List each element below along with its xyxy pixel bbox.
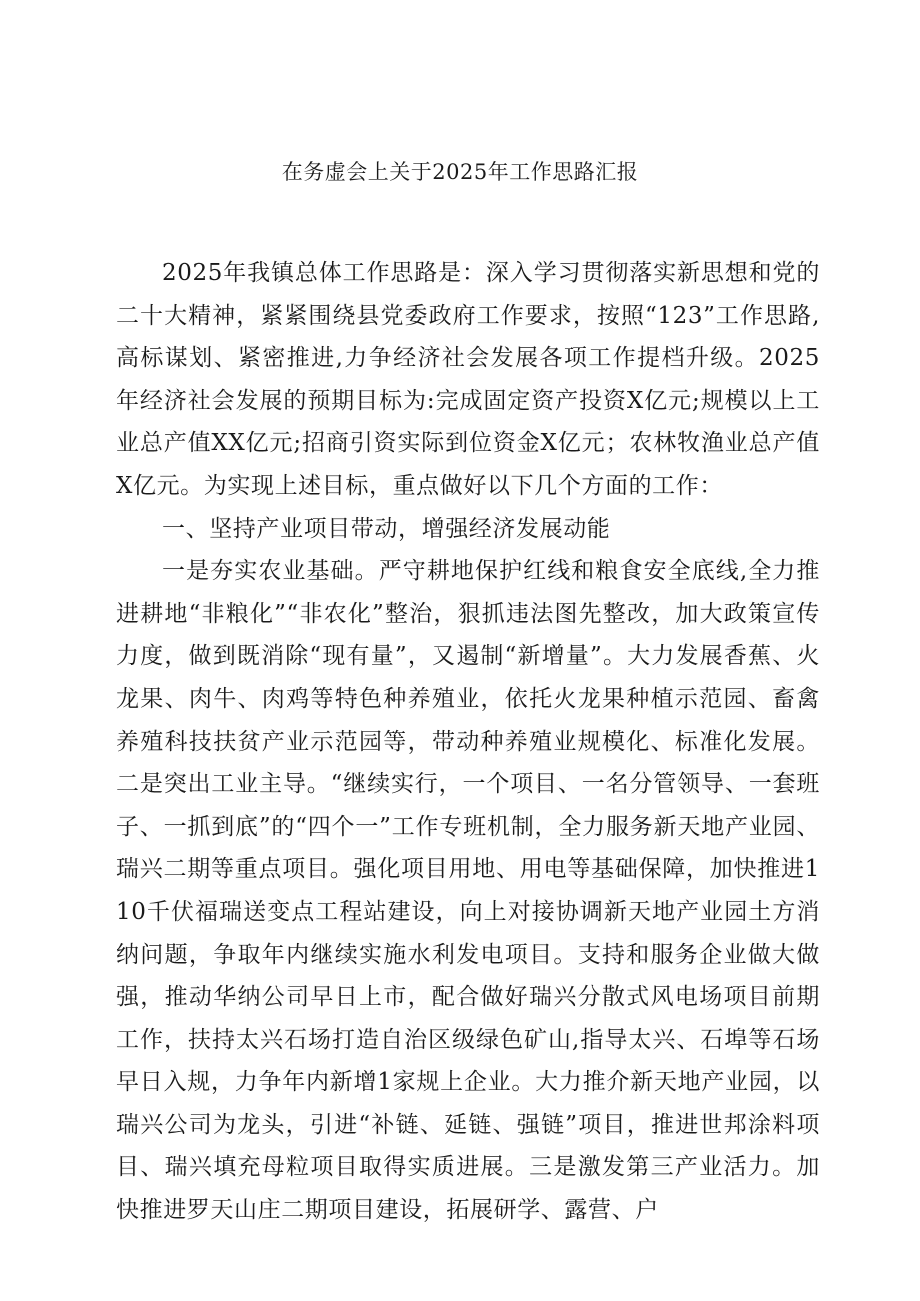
paragraph-overview: 2025年我镇总体工作思路是：深入学习贯彻落实新思想和党的二十大精神，紧紧围绕县党委政府工作要求，按照“123”工作思路,高标谋划、紧密推进,力争经济社会发展各项工作提档升级。2025年经济社会发展的预期目标为:完成固定资产投资X亿元;规模以上工业总产值XX亿元;招商引资实际到位资金X亿元；农林牧渔业总产值X亿元。为实现上述目标，重点做好以下几个方面的工作： (116, 260, 820, 499)
paragraph-industry-projects: 一是夯实农业基础。严守耕地保护红线和粮食安全底线,全力推进耕地“非粮化”“非农化”整治，狠抓违法图先整改，加大政策宣传力度，做到既消除“现有量”，又遏制“新增量”。大力发展香蕉、火龙果、肉牛、肉鸡等特色种养殖业，依托火龙果种植示范园、畜禽养殖科技扶贫产业示范园等，带动种养殖业规模化、标准化发展。二是突出工业主导。“继续实行，一个项目、一名分管领导、一套班子、一抓到底”的“四个一”工作专班机制，全力服务新天地产业园、瑞兴二期等重点项目。强化项目用地、用电等基础保障，加快推进110千伏福瑞送变点工程站建设，向上对接协调新天地产业园土方消纳问题，争取年内继续实施水利发电项目。支持和服务企业做大做强，推动华纳公司早日上市，配合做好瑞兴分散式风电场项目前期工作，扶持太兴石场打造自治区级绿色矿山,指导太兴、石埠等石场早日入规，力争年内新增1家规上企业。大力推介新天地产业园，以瑞兴公司为龙头，引进“补链、延链、强链”项目，推进世邦涂料项目、瑞兴填充母粒项目取得实质进展。三是激发第三产业活力。加快推进罗天山庄二期项目建设，拓展研学、露营、户 (116, 558, 820, 1224)
document-title: 在务虚会上关于2025年工作思路汇报 (281, 160, 639, 184)
document-body (116, 252, 820, 1232)
section-heading-1: 一、坚持产业项目带动，增强经济发展动能 (162, 515, 611, 542)
